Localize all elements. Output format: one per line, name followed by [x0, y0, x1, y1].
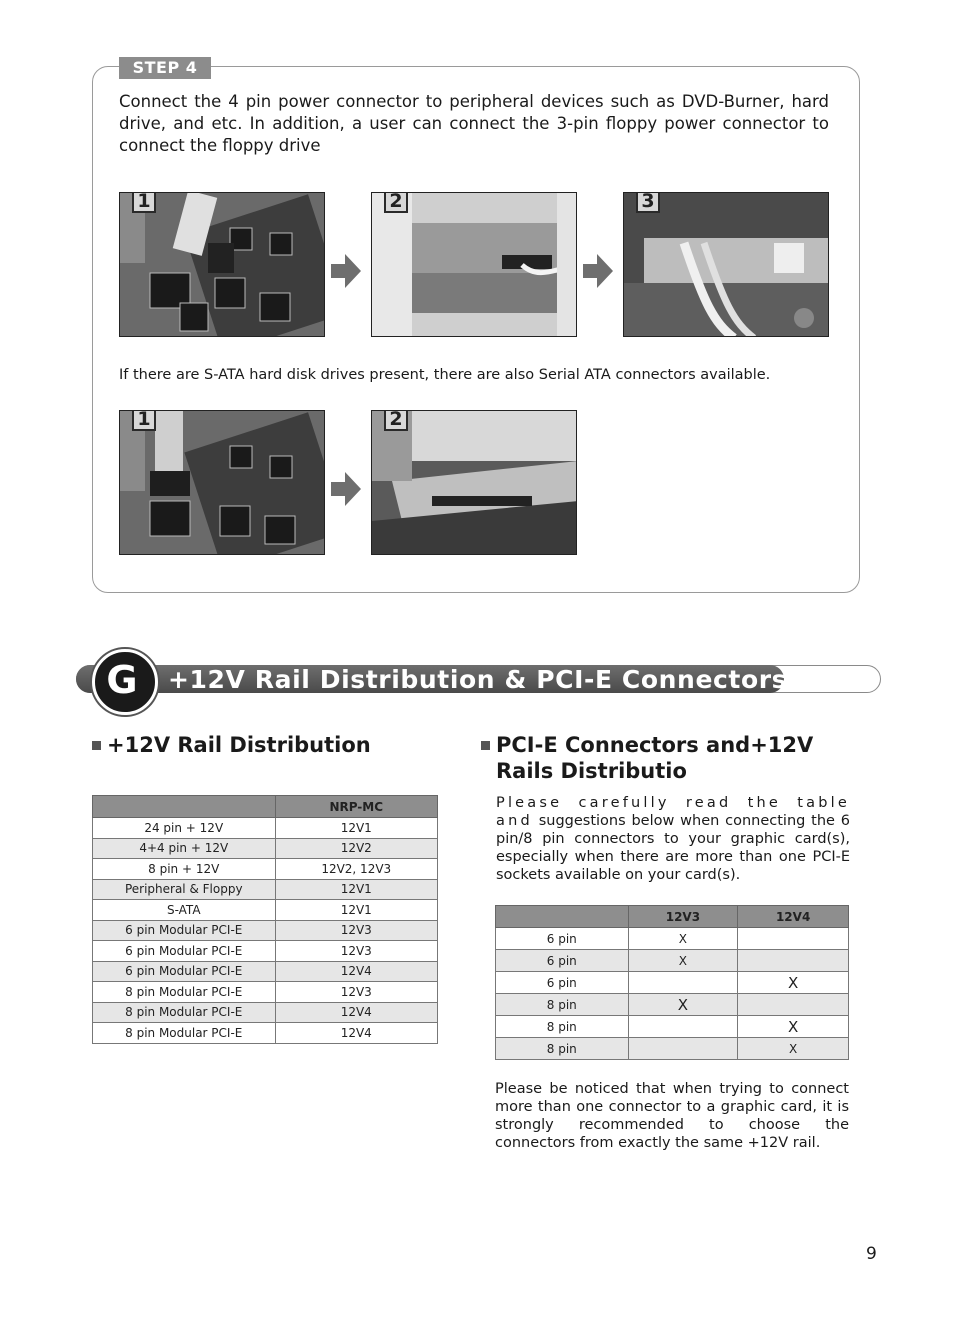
cell-rail: 12V1 [275, 879, 438, 900]
cell-connector: Peripheral & Floppy [93, 879, 276, 900]
page-number: 9 [866, 1244, 877, 1264]
cell-12v3: X [628, 928, 738, 950]
pcie-intro: Please carefully read the table and suggestions below when connecting the 6 pin/8 pin connectors to your graphic card(s), especially when there are more than one PCI-E sockets available on your card(s). [496, 795, 850, 883]
cell-12v4: X [738, 972, 849, 994]
cell-12v4 [738, 928, 849, 950]
cell-connector: 6 pin [496, 972, 629, 994]
photo-step-number: 1 [132, 192, 156, 213]
cell-rail: 12V2 [275, 838, 438, 859]
cell-connector: 6 pin Modular PCI-E [93, 941, 276, 962]
photo-psu-connector-1 [119, 192, 325, 337]
photo-step-number: 1 [132, 410, 156, 431]
cell-rail: 12V3 [275, 982, 438, 1003]
table-row [496, 972, 849, 994]
cell-connector: 6 pin [496, 950, 629, 972]
rail-table-header-blank [93, 796, 276, 818]
table-row [496, 928, 849, 950]
section-title: +12V Rail Distribution & PCI-E Connectors [168, 665, 788, 694]
cell-connector: 8 pin Modular PCI-E [93, 1002, 276, 1023]
cell-12v4 [738, 950, 849, 972]
cell-12v3 [628, 972, 738, 994]
cell-connector: 6 pin Modular PCI-E [93, 961, 276, 982]
rail-table-header-model: NRP-MC [275, 796, 438, 818]
cell-rail: 12V3 [275, 941, 438, 962]
cell-connector: 8 pin [496, 1038, 629, 1060]
rail-heading: +12V Rail Distribution [107, 733, 371, 757]
cell-connector: 8 pin + 12V [93, 859, 276, 880]
cell-connector: S-ATA [93, 900, 276, 921]
cell-rail: 12V4 [275, 1023, 438, 1044]
table-row [93, 941, 438, 962]
arrow-right-icon [331, 472, 361, 506]
bullet-icon [481, 741, 490, 750]
photo-step-number: 3 [636, 192, 660, 213]
table-row [93, 1023, 438, 1044]
table-row [93, 920, 438, 941]
table-row [93, 879, 438, 900]
pcie-table-header-12v3: 12V3 [628, 906, 738, 928]
pcie-heading-line1: PCI-E Connectors and+12V [496, 733, 814, 757]
cell-connector: 8 pin Modular PCI-E [93, 1023, 276, 1044]
cell-connector: 8 pin [496, 1016, 629, 1038]
step-instructions: Connect the 4 pin power connector to peripheral devices such as DVD-Burner, hard drive, and etc. In addition, a user can connect the 3-pin floppy power connector to connect the floppy drive [119, 92, 829, 155]
table-row [496, 1016, 849, 1038]
cell-rail: 12V2, 12V3 [275, 859, 438, 880]
cell-12v3: X [628, 950, 738, 972]
table-row [93, 982, 438, 1003]
table-row [93, 838, 438, 859]
cell-connector: 4+4 pin + 12V [93, 838, 276, 859]
pcie-table [495, 905, 849, 1060]
cell-connector: 24 pin + 12V [93, 818, 276, 839]
photo-psu-sata-1 [119, 410, 325, 555]
arrow-right-icon [331, 254, 361, 288]
table-row [496, 994, 849, 1016]
cell-rail: 12V3 [275, 920, 438, 941]
photo-drive-bay-2 [371, 192, 577, 337]
pcie-note: Please be noticed that when trying to connect more than one connector to a graphic card, it is strongly recommended to choose the connectors from exactly the same +12V rail. [495, 1081, 849, 1151]
cell-rail: 12V1 [275, 818, 438, 839]
sata-note: If there are S-ATA hard disk drives present, there are also Serial ATA connectors available. [119, 367, 771, 383]
cell-12v3: X [628, 994, 738, 1016]
photo-sata-drive-2 [371, 410, 577, 555]
cell-rail: 12V4 [275, 961, 438, 982]
cell-12v3 [628, 1038, 738, 1060]
section-letter: G [106, 658, 138, 702]
cell-12v4: X [738, 1016, 849, 1038]
pcie-heading-line2: Rails Distributio [496, 759, 687, 783]
cell-connector: 6 pin [496, 928, 629, 950]
arrow-right-icon [583, 254, 613, 288]
table-row [496, 950, 849, 972]
cell-rail: 12V4 [275, 1002, 438, 1023]
pcie-table-header-12v4: 12V4 [738, 906, 849, 928]
table-row [93, 961, 438, 982]
photo-step-number: 2 [384, 410, 408, 431]
cell-connector: 8 pin Modular PCI-E [93, 982, 276, 1003]
cell-12v4: X [738, 1038, 849, 1060]
photo-cabled-drive-3 [623, 192, 829, 337]
bullet-icon [92, 741, 101, 750]
rail-table [92, 795, 438, 1044]
table-row [93, 818, 438, 839]
step-label: STEP 4 [119, 57, 211, 79]
pcie-table-header-blank [496, 906, 629, 928]
table-row [496, 1038, 849, 1060]
photo-step-number: 2 [384, 192, 408, 213]
table-row [93, 859, 438, 880]
table-row [93, 1002, 438, 1023]
cell-connector: 6 pin Modular PCI-E [93, 920, 276, 941]
cell-12v4 [738, 994, 849, 1016]
cell-12v3 [628, 1016, 738, 1038]
cell-rail: 12V1 [275, 900, 438, 921]
cell-connector: 8 pin [496, 994, 629, 1016]
table-row [93, 900, 438, 921]
